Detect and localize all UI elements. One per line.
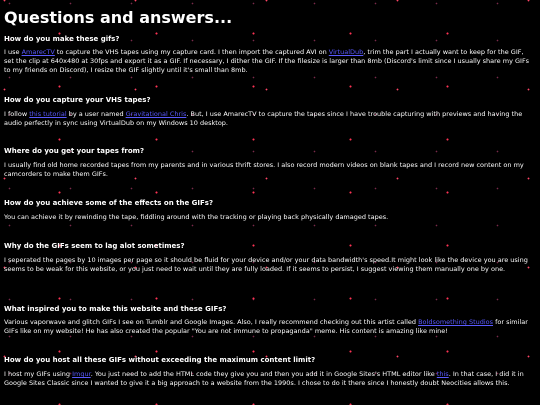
question-1: How do you make these gifs?	[4, 35, 120, 43]
answer-3	[4, 161, 530, 179]
answer-text: I seperated the pages by 10 images per page so it should be fluid for your device and/or your data bandwidth's speed.It might look like the device you are using seems to be weak for this website, or you just need to wait until they are fully loaded. If it seems to persist, I suggest viewing them manually one by one.	[4, 256, 528, 273]
answer-text: Various vaporwave and glitch GIFs I see on Tumblr and Google Images. Also, I really recommend checking out this artist called	[4, 318, 419, 326]
answer-text: I follow	[4, 110, 30, 118]
answer-text: by a user named	[66, 110, 126, 118]
answer-text: . You just need to add the HTML code they give you and then you add it in Google Sites's HTML editor like	[90, 370, 437, 378]
answer-link[interactable]: this	[436, 370, 449, 378]
answer-text: I use	[4, 48, 22, 56]
answer-2	[4, 110, 530, 128]
answer-text: I usually find old home recorded tapes from my parents and in various thrift stores. I also record modern videos on blank tapes and I record new content on my camcorders to make them GIFs.	[4, 161, 524, 178]
question-6: What inspired you to make this website and these GIFs?	[4, 305, 227, 313]
answer-link[interactable]: Boldsomething Studios	[418, 318, 494, 326]
question-4: How do you achieve some of the effects on the GIFs?	[4, 199, 213, 207]
answer-6	[4, 318, 530, 336]
answer-link[interactable]: VirtualDub	[328, 48, 364, 56]
answer-link[interactable]: AmarecTV	[21, 48, 55, 56]
answer-4	[4, 213, 530, 222]
answer-text: I host my GIFs using	[4, 370, 73, 378]
question-3: Where do you get your tapes from?	[4, 147, 145, 155]
answer-text: to capture the VHS tapes using my capture card. I then import the captured AVI on	[54, 48, 329, 56]
answer-7	[4, 370, 530, 388]
answer-link[interactable]: Gravitational Chris	[125, 110, 187, 118]
answer-text: . In that case, I did it in Google Sites Classic since I wanted to give it a big approach to a website from the 1990s. I chose to do it there since I honestly doubt Neocities allows this.	[4, 370, 524, 387]
question-2: How do you capture your VHS tapes?	[4, 96, 151, 104]
answer-text: for similar GIFs like on my website! He has also created the popular "You are not immune to propaganda" meme. His content is amazing like mine!	[4, 318, 528, 335]
answer-link[interactable]: Imgur	[72, 370, 91, 378]
answer-1	[4, 48, 530, 75]
answer-5	[4, 256, 530, 274]
question-7: How do you host all these GIFs without exceeding the maximum content limit?	[4, 356, 316, 364]
answer-link[interactable]: this tutorial	[29, 110, 67, 118]
answer-text: , trim the part I actually want to keep for the GIF, set the clip at 640x480 at 30fps and export it as a GIF. If necessary, I dither the GIF. If the filesize is larger than 8mb (Discord's limit since I usually share my GIFs to my friends on Discord), I resize the GIF slightly until it's small than 8mb.	[4, 48, 530, 74]
answer-text: . But, I use AmarecTV to capture the tapes since I have trouble capturing with previews and having the audio perfectly in sync using VirtualDub on my Windows 10 desktop.	[4, 110, 523, 127]
answer-text: You can achieve it by rewinding the tape, fiddling around with the tracking or playing back physically damaged tapes.	[4, 213, 389, 221]
page-title: Questions and answers...	[4, 8, 233, 27]
question-5: Why do the GIFs seem to lag alot sometimes?	[4, 242, 185, 250]
